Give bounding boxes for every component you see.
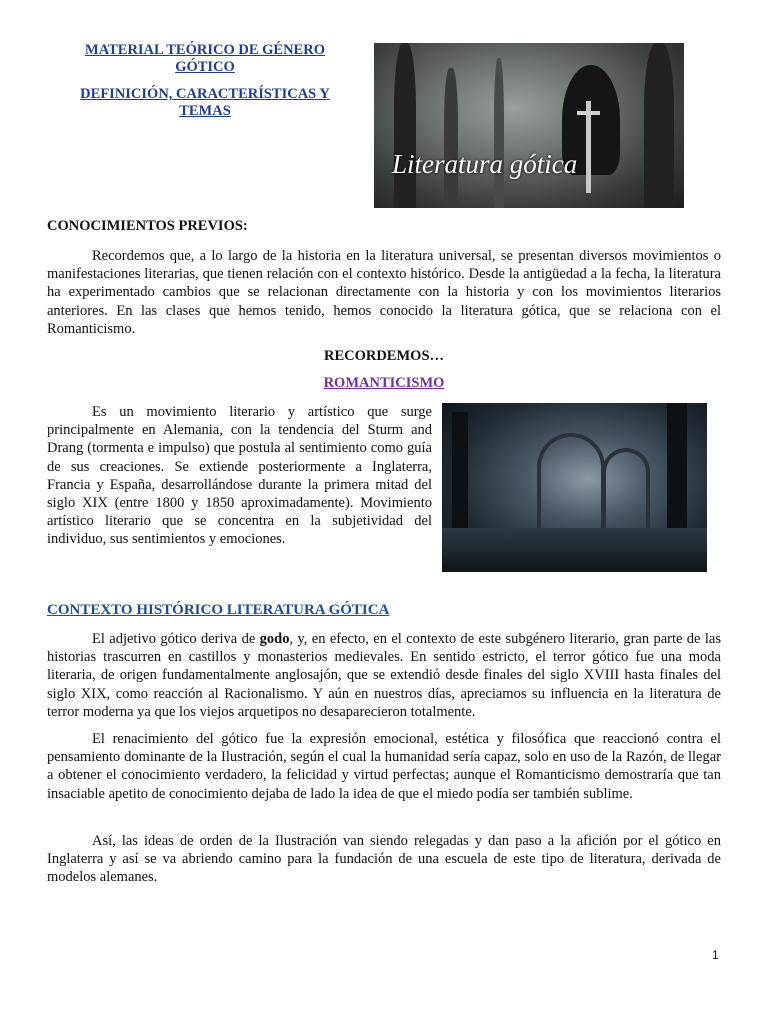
paragraph-contexto-1-start: El adjetivo gótico deriva de xyxy=(92,631,260,647)
gothic-ruins-image xyxy=(442,403,707,572)
paragraph-contexto-1 xyxy=(47,630,721,721)
romanticismo-heading: ROMANTICISMO xyxy=(323,375,445,391)
document-title-block xyxy=(60,42,350,120)
section-heading-conocimientos: CONOCIMIENTOS PREVIOS: xyxy=(47,218,248,234)
paragraph-contexto-1-end: , y, en efecto, en el contexto de este subgénero literario, gran parte de las historias trascurren en castillos y monasterios medievales. En sentido estricto, el terror gótico fue una moda literaria, de origen fundamentalmente anglosajón, que se extendió desde finales del siglo XVIII hasta finales del siglo XIX, como reacción al Racionalismo. Y aún en nuestros días, apreciamos su influencia en la literatura de terror moderna ya que los viejos arquetipos no desaparecieron totalmente. xyxy=(47,631,721,720)
paragraph-contexto-2: El renacimiento del gótico fue la expresión emocional, estética y filosófica que reaccionó contra el pensamiento dominante de la Ilustración, según el cual la humanidad sería capaz, solo en uso de la Razón, de llegar a obtener el conocimiento verdadero, la felicidad y virtud perfectas; aunque el Romanticismo demostraría que tan insaciable apetito de conocimiento dejaba de lado la idea de que el miedo podía ser también sublime. xyxy=(47,731,721,802)
document-title: MATERIAL TEÓRICO DE GÉNERO GÓTICO xyxy=(85,42,325,75)
romanticismo-heading-wrap xyxy=(47,375,721,392)
paragraph-romanticismo: Es un movimiento literario y artístico que surge principalmente en Alemania, con la tendencia del Sturm and Drang (tormenta e impulso) que postula al sentimiento como guía de sus creaciones. Se extiende posteriormente a Inglaterra, Francia y España, desarrollándose durante la primera mitad del siglo XIX (entre 1800 y 1850 aproximadamente). Movimiento artístico literario que se concentra en la subjetividad del individuo, sus sentimientos y emociones. xyxy=(47,404,432,548)
image-caption: Literatura gótica xyxy=(392,149,578,179)
paragraph-contexto-3: Así, las ideas de orden de la Ilustración van siendo relegadas y dan paso a la afición por el gótico en Inglaterra y así se va abriendo camino para la fundación de una escuela de este tipo de literatura, derivada de modelos alemanes. xyxy=(47,833,721,886)
water xyxy=(442,528,707,572)
bold-term-godo: godo xyxy=(259,631,290,647)
tree-silhouette xyxy=(644,43,674,208)
tree-silhouette xyxy=(394,43,416,208)
recordemos-heading: RECORDEMOS… xyxy=(323,348,445,364)
gothic-literature-image xyxy=(374,43,684,208)
paragraph-conocimientos: Recordemos que, a lo largo de la historia en la literatura universal, se presentan diversos movimientos o manifestaciones literarias, que tienen relación con el contexto histórico. Desde la antigüedad a la fecha, la literatura ha experimentado cambios que se relacionan directamente con la historia y con los movimientos literarios anteriores. En las clases que hemos tenido, hemos conocido la literatura gótica, que se relaciona con el Romanticismo. xyxy=(47,248,721,337)
ruin-arch xyxy=(602,448,650,532)
document-subtitle: DEFINICIÓN, CARACTERÍSTICAS Y TEMAS xyxy=(80,86,330,119)
tree-silhouette xyxy=(444,68,458,208)
section-heading-contexto: CONTEXTO HISTÓRICO LITERATURA GÓTICA xyxy=(47,602,390,618)
tree-silhouette xyxy=(494,58,504,208)
page-number: 1 xyxy=(712,948,719,962)
ruin-arch xyxy=(537,433,605,537)
sword-hilt xyxy=(577,111,600,115)
